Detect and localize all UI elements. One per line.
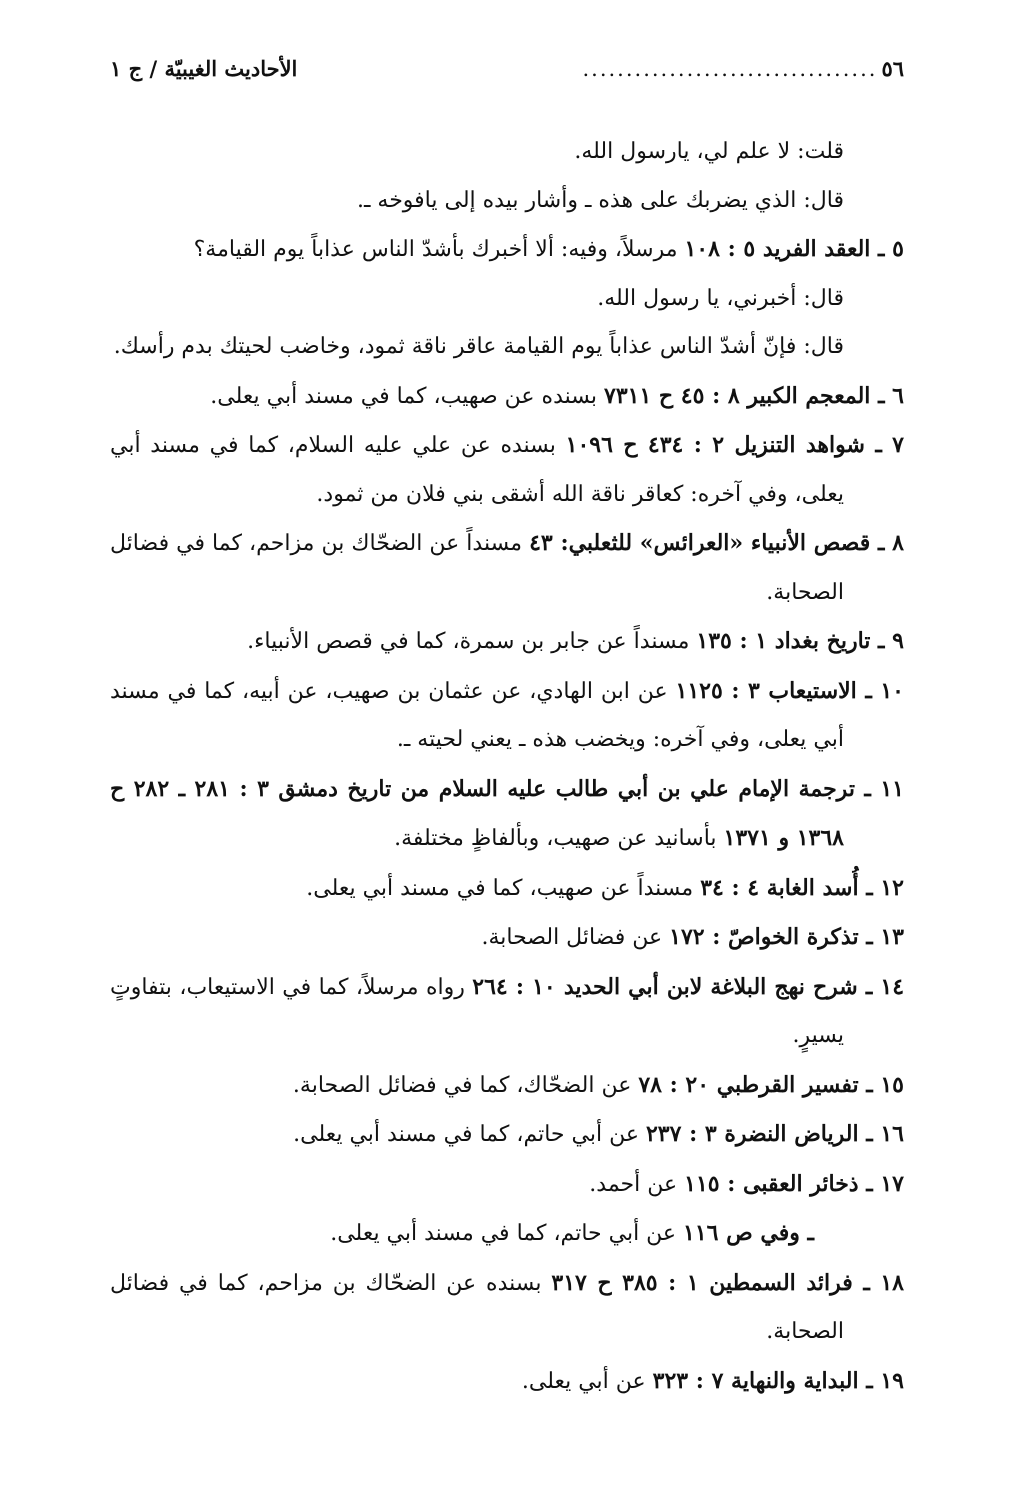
page-body — [110, 128, 904, 1406]
reference-item — [110, 864, 904, 914]
reference-text: بسنده عن علي عليه السلام، كما في مسند أبي يعلى، وفي آخره: كعاقر ناقة الله أشقى بني فلان من ثمود. — [110, 433, 844, 507]
reference-item — [110, 1110, 904, 1160]
reference-source: ١٨ ـ فرائد السمطين ١ : ٣٨٥ ح ٣١٧ — [551, 1269, 904, 1296]
page-header — [110, 56, 904, 90]
reference-source: ١٣ ـ تذكرة الخواصّ : ١٧٢ — [669, 924, 904, 950]
reference-source: ٨ ـ قصص الأنبياء «العرائس» للثعلبي: ٤٣ — [529, 530, 904, 556]
running-title: الأحاديث الغيبيّة / ج ١ — [110, 56, 298, 81]
reference-item — [110, 519, 904, 617]
reference-subitem — [110, 1209, 904, 1259]
reference-item — [110, 667, 904, 765]
reference-source: ١٦ ـ الرياض النضرة ٣ : ٢٣٧ — [645, 1121, 904, 1147]
quote-line: قال: الذي يضربك على هذه ـ وأشار بيده إلى يافوخه ـ. — [356, 187, 844, 213]
reference-text: عن أبي يعلى. — [521, 1368, 653, 1394]
reference-item — [110, 421, 904, 519]
reference-item — [110, 1061, 904, 1111]
reference-source: ٦ ـ المعجم الكبير ٨ : ٤٥ ح ٧٣١١ — [604, 382, 904, 409]
reference-source: ١٥ ـ تفسير القرطبي ٢٠ : ٧٨ — [638, 1071, 904, 1098]
reference-text: مرسلاً، وفيه: ألا أخبرك بأشدّ الناس عذاباً يوم القيامة؟ — [193, 237, 685, 262]
reference-item — [110, 372, 904, 422]
quote-line: قال: فإنّ أشدّ الناس عذاباً يوم القيامة عاقر ناقة ثمود، وخاضب لحيتك بدم رأسك. — [113, 334, 844, 359]
reference-source: ٧ ـ شواهد التنزيل ٢ : ٤٣٤ ح ١٠٩٦ — [565, 432, 904, 458]
reference-item — [110, 1259, 904, 1357]
reference-item — [110, 963, 904, 1061]
reference-text: مسنداً عن جابر بن سمرة، كما في قصص الأنبياء. — [247, 629, 697, 654]
page-number: ٥٦ — [881, 56, 904, 81]
reference-text: مسنداً عن الضحّاك بن مزاحم، كما في فضائل الصحابة. — [110, 531, 844, 605]
reference-item — [110, 1357, 904, 1407]
reference-text: بسنده عن الضحّاك بن مزاحم، كما في فضائل الصحابة. — [110, 1270, 844, 1344]
reference-text: عن أبي حاتم، كما في مسند أبي يعلى. — [293, 1122, 646, 1147]
reference-text: بأسانيد عن صهيب، وبألفاظٍ مختلفة. — [394, 826, 724, 851]
reference-item — [110, 913, 904, 963]
reference-item — [110, 1160, 904, 1210]
reference-source: ١١ ـ ترجمة الإمام علي بن أبي طالب عليه السلام من تاريخ دمشق ٣ : ٢٨١ ـ ٢٨٢ ح ١٣٦٨ و ١٣٧١ — [110, 775, 904, 851]
reference-text: مسنداً عن صهيب، كما في مسند أبي يعلى. — [306, 875, 701, 901]
reference-source: ٩ ـ تاريخ بغداد ١ : ١٣٥ — [696, 628, 904, 654]
reference-source: ١٠ ـ الاستيعاب ٣ : ١١٢٥ — [675, 677, 904, 704]
reference-text: عن فضائل الصحابة. — [481, 925, 670, 950]
reference-text: رواه مرسلاً، كما في الاستيعاب، بتفاوتٍ يسيرٍ. — [110, 974, 844, 1048]
reference-source: ١٤ ـ شرح نهج البلاغة لابن أبي الحديد ١٠ : ٢٦٤ — [472, 973, 905, 1000]
reference-source: ١٢ ـ أُسد الغابة ٤ : ٣٤ — [700, 874, 904, 901]
reference-text: عن أبي حاتم، كما في مسند أبي يعلى. — [330, 1221, 684, 1246]
reference-source: ١٩ ـ البداية والنهاية ٧ : ٣٢٣ — [652, 1367, 904, 1394]
reference-text: عن ابن الهادي، عن عثمان بن صهيب، عن أبيه، كما في مسند أبي يعلى، وفي آخره: ويخضب هذه ـ يعني لحيته ـ. — [110, 678, 844, 752]
reference-text: عن الضحّاك، كما في فضائل الصحابة. — [292, 1072, 639, 1098]
reference-source: ١٧ ـ ذخائر العقبى : ١١٥ — [684, 1170, 904, 1197]
reference-item — [110, 225, 904, 275]
header-leader-dots: .................................. — [582, 57, 878, 81]
reference-text: بسنده عن صهيب، كما في مسند أبي يعلى. — [210, 383, 604, 409]
reference-source: ٥ ـ العقد الفريد ٥ : ١٠٨ — [684, 236, 904, 262]
reference-item — [110, 617, 904, 667]
reference-text: عن أحمد. — [589, 1171, 685, 1197]
reference-source: ـ وفي ص ١١٦ — [683, 1220, 814, 1246]
quote-line: قلت: لا علم لي، يارسول الله. — [574, 139, 844, 164]
quote-line: قال: أخبرني، يا رسول الله. — [597, 285, 844, 311]
reference-item — [110, 765, 904, 864]
